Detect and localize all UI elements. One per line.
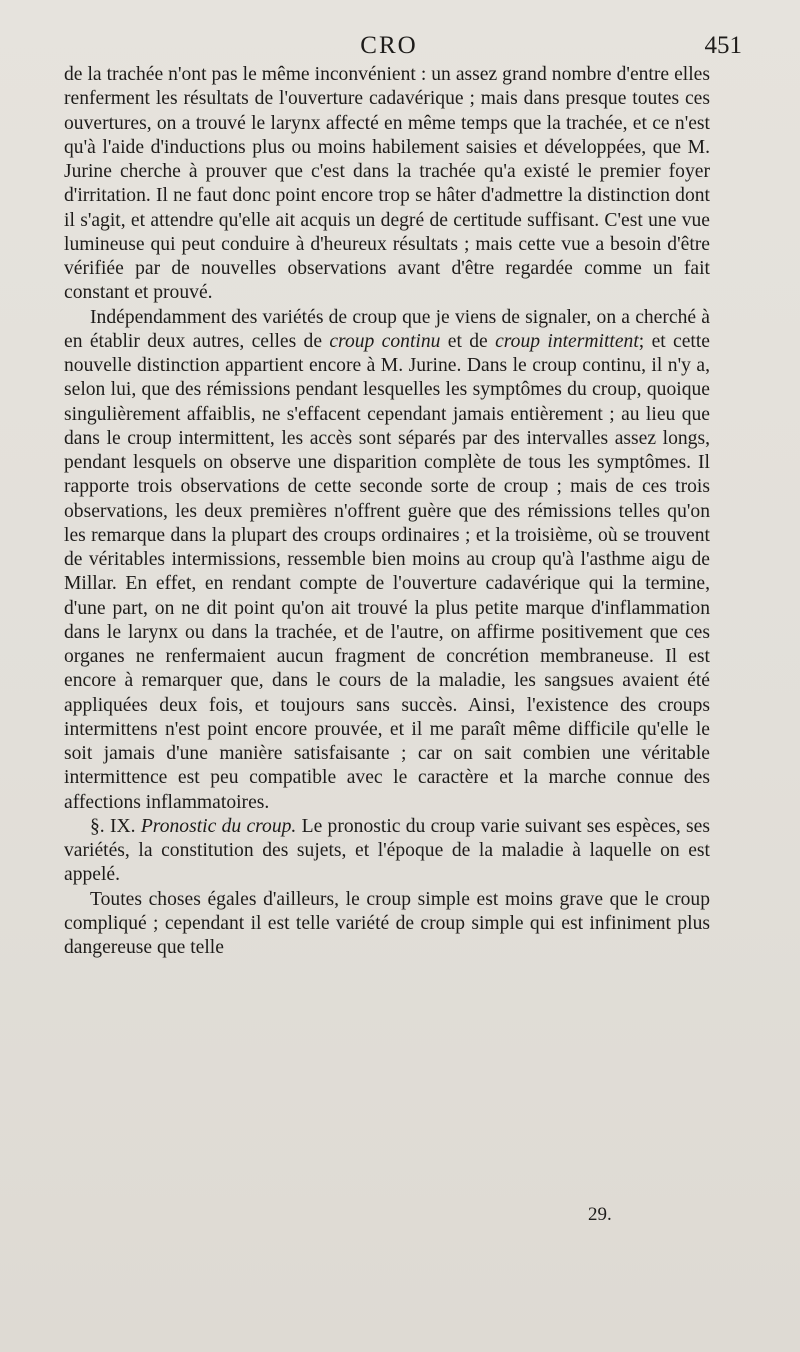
running-head: CRO bbox=[360, 32, 418, 59]
italic-segment: croup intermittent bbox=[495, 330, 639, 352]
italic-segment: croup continu bbox=[329, 330, 441, 352]
italic-segment: Pronostic du croup. bbox=[140, 815, 297, 837]
paragraph-p1 bbox=[64, 63, 710, 306]
paragraph-p2 bbox=[64, 306, 710, 815]
text-segment: ; et cette nouvelle distinction appartient encore à M. Jurine. Dans le croup continu, il n'y a, selon lui, que des rémissions pendant lesquelles les symptômes du croup, quoique singulièrement affaiblis, ne s'effacent cependant jamais entièrement ; au lieu que dans le croup intermittent, les accès sont séparés par des intervalles assez longs, pendant lesquels on observe une disparition complète de tous les symptômes. Il rapporte trois observations de cette seconde sorte de croup ; mais de ces trois observations, les deux premières n'offrent guère que des rémissions telles qu'on les remarque dans la plupart des croups ordinaires ; et la troisième, où se trouvent de véritables intermissions, ressemble bien moins au croup qu'à l'asthme aigu de Millar. En effet, en rendant compte de l'ouverture cadavérique qui la termine, d'une part, on ne dit point qu'on ait trouvé la plus petite marque d'inflammation dans le larynx ou dans la trachée, et de l'autre, on affirme positivement que ces organes ne renfermaient aucun fragment de concrétion membraneuse. Il est encore à remarquer que, dans le cours de la maladie, les sangsues avaient été appliquées deux fois, et toujours sans succès. Ainsi, l'existence des croups intermittens n'est point encore prouvée, et il me paraît même difficile qu'elle le soit jamais d'une manière satisfaisante ; car on sait combien une véritable intermittence est peu compatible avec le caractère et la marche connue des affections inflammatoires. bbox=[64, 330, 711, 813]
text-segment: §. IX. bbox=[90, 815, 141, 837]
paragraph-p4 bbox=[64, 888, 710, 961]
page-number: 451 bbox=[704, 32, 742, 59]
text-segment: et de bbox=[440, 330, 496, 352]
signature-mark: 29. bbox=[588, 1204, 612, 1225]
text-segment: Le pronostic du croup varie suivant ses espèces, ses variétés, la constitution des sujets, et l'époque de la maladie à laquelle on est appelé. bbox=[64, 815, 710, 886]
body-text bbox=[64, 63, 710, 960]
text-segment: Indépendamment des variétés de croup que je viens de signaler, on a cherché à en établir deux autres, celles de bbox=[64, 306, 710, 352]
text-segment: Toutes choses égales d'ailleurs, le croup simple est moins grave que le croup compliqué ; cependant il est telle variété de croup simple qui est infiniment plus dangereuse que telle bbox=[64, 888, 710, 958]
paragraph-p3 bbox=[64, 815, 710, 888]
text-segment: de la trachée n'ont pas le même inconvénient : un assez grand nombre d'entre elles renferment les résultats de l'ouverture cadavérique ; mais dans presque toutes ces ouvertures, on a trouvé le larynx affecté en même temps que la trachée, et ce n'est qu'à l'aide d'inductions plus ou moins habilement saisies et développées, que M. Jurine cherche à prouver que c'est dans la trachée qu'a existé le premier foyer d'irritation. Il ne faut donc point encore trop se hâter d'admettre la distinction dont il s'agit, et attendre qu'elle ait acquis un degré de certitude suffisant. C'est une vue lumineuse qui peut conduire à d'heureux résultats ; mais cette vue a besoin d'être vérifiée par de nouvelles observations avant d'être regardée comme un fait constant et prouvé. bbox=[64, 64, 710, 304]
